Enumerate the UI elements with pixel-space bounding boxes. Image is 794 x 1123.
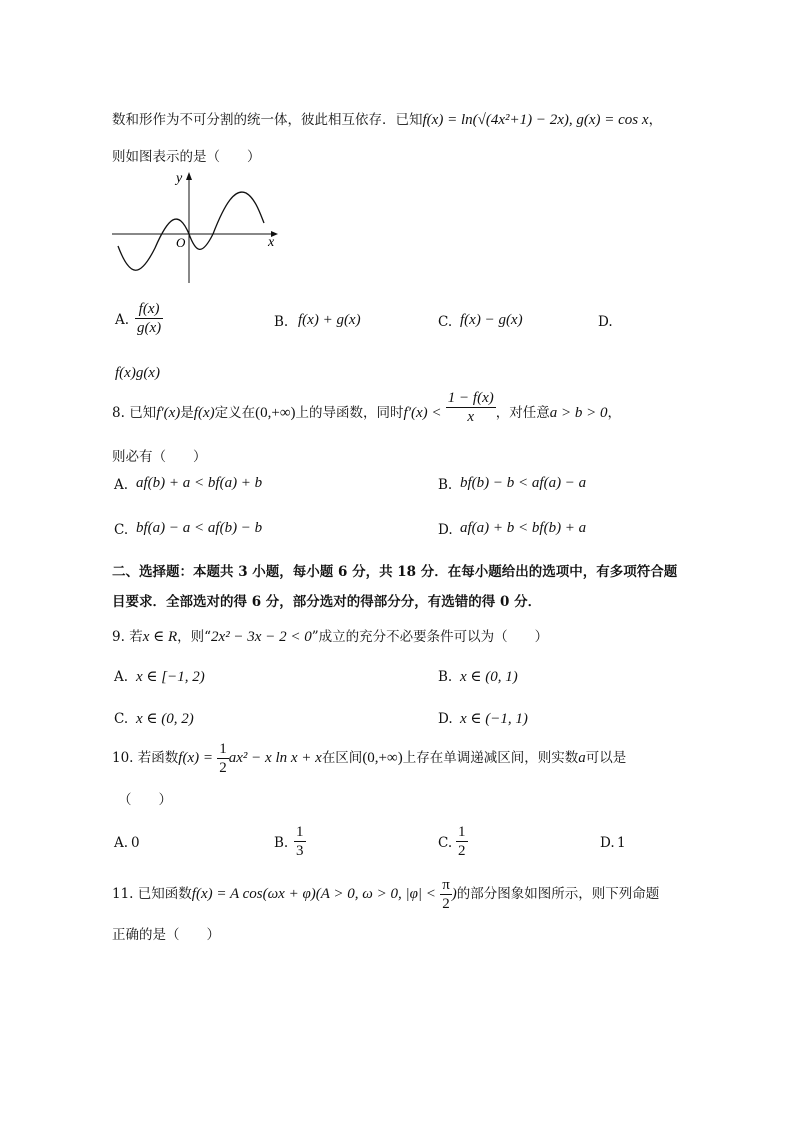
q11-text-2: 的部分图象如图所示，则下列命题 <box>456 886 660 902</box>
q10-stem-line1 <box>112 740 626 777</box>
q7-option-c: f(x) − g(x) <box>460 312 523 328</box>
q8-option-a: af(b) + a < bf(a) + b <box>136 475 263 491</box>
q7-option-b-label: B. <box>274 314 289 330</box>
q8-option-a-label: A. <box>114 477 129 493</box>
q8-fraction <box>446 389 496 426</box>
q10-function-right: ax² − x ln x + x <box>228 750 322 766</box>
q10-text-3: 上存在单调递减区间，则实数 <box>402 750 579 766</box>
q9-option-a: x ∈ [−1, 2) <box>136 669 205 685</box>
y-axis-label: y <box>176 171 183 186</box>
q7-option-a-label: A. <box>115 312 130 328</box>
q8-stem-line2: 则必有（ ） <box>112 449 207 465</box>
q7-function-definition: f(x) = ln(√(4x²+1) − 2x), g(x) = cos x <box>422 112 649 128</box>
q11-stem-line2: 正确的是（ ） <box>112 927 220 943</box>
q7-option-c-label: C. <box>438 314 453 330</box>
q7-option-a-denominator: g(x) <box>137 320 162 336</box>
q7-stem-line2: 则如图表示的是（ ） <box>112 149 261 165</box>
q10-stem-line2: （ ） <box>118 792 172 808</box>
q7-stem-end: ， <box>648 112 663 128</box>
q9-condition: x ∈ R <box>142 629 178 645</box>
q8-fraction-denominator: x <box>467 409 475 425</box>
q8-text-3: 定义在 <box>214 405 256 421</box>
q10-text-1: 若函数 <box>137 750 179 766</box>
q10-number: 10. <box>112 750 134 766</box>
q9-text-3: ”成立的充分不必要条件可以为（ ） <box>311 629 549 645</box>
q9-option-b: x ∈ (0, 1) <box>460 669 518 685</box>
q10-interval: (0,+∞) <box>362 750 403 766</box>
q11-pi-denominator: 2 <box>442 896 450 912</box>
q10-option-c <box>456 823 468 860</box>
q8-option-d: af(a) + b < bf(b) + a <box>460 520 587 536</box>
q10-half-fraction <box>217 740 229 777</box>
q9-option-d: x ∈ (−1, 1) <box>460 711 528 727</box>
q8-number: 8. <box>112 405 125 421</box>
q8-fprime: f′(x) <box>156 405 181 421</box>
q8-inequality-left: f′(x) < <box>403 405 442 421</box>
q10-function-left: f(x) = <box>178 750 213 766</box>
q8-option-b-label: B. <box>438 477 453 493</box>
q10-option-d-label: D. <box>600 835 615 851</box>
section2-instructions-line2: 目要求．全部选对的得 6 分，部分选对的得部分分，有选错的得 0 分． <box>112 594 542 610</box>
q9-inequality: 2x² − 3x − 2 < 0 <box>211 629 312 645</box>
q9-option-d-label: D. <box>438 711 453 727</box>
q10-half-denominator: 2 <box>219 760 227 776</box>
q9-option-c: x ∈ (0, 2) <box>136 711 194 727</box>
q8-text-2: 是 <box>180 405 194 421</box>
x-axis-label: x <box>268 235 275 250</box>
q10-option-b-label: B. <box>274 835 289 851</box>
origin-label: O <box>176 235 186 250</box>
q7-intro: 数和形作为不可分割的统一体，彼此相互依存．已知 <box>112 112 423 128</box>
q8-text-1: 已知 <box>129 405 157 421</box>
q11-pi-numerator: π <box>442 877 450 893</box>
q11-pi-half-fraction <box>440 876 452 913</box>
q8-fx: f(x) <box>193 405 215 421</box>
q9-text-2: ，则“ <box>177 629 212 645</box>
q8-fraction-numerator: 1 − f(x) <box>447 390 494 406</box>
q11-number: 11. <box>112 886 134 902</box>
q10-option-a: 0 <box>131 835 140 851</box>
q9-text-1: 若 <box>129 629 143 645</box>
q11-close-paren: ) <box>451 886 457 902</box>
q8-text-6: ， <box>607 405 621 421</box>
q9-option-b-label: B. <box>438 669 453 685</box>
q8-stem-line1 <box>112 390 621 426</box>
q9-option-a-label: A. <box>114 669 129 685</box>
curve <box>118 192 264 270</box>
y-axis-arrow-icon <box>186 172 192 180</box>
q8-option-c: bf(a) − a < af(b) − b <box>136 520 263 536</box>
q7-option-a-numerator: f(x) <box>135 300 163 319</box>
q8-option-b: bf(b) − b < af(a) − a <box>460 475 587 491</box>
q9-number: 9. <box>112 629 125 645</box>
q10-option-d: 1 <box>617 835 626 851</box>
q7-stem-line1 <box>112 108 662 129</box>
q8-condition: a > b > 0 <box>549 405 608 421</box>
q10-text-2: 在区间 <box>321 750 363 766</box>
q8-option-c-label: C. <box>114 522 129 538</box>
q8-option-d-label: D. <box>438 522 453 538</box>
q7-option-d-label: D. <box>598 314 613 330</box>
q7-option-d: f(x)g(x) <box>115 365 160 381</box>
q10-option-c-numerator: 1 <box>458 824 466 840</box>
q10-half-numerator: 1 <box>219 741 227 757</box>
q10-option-c-label: C. <box>438 835 453 851</box>
q10-parameter-a: a <box>578 750 586 766</box>
q10-option-b-denominator: 3 <box>296 843 304 859</box>
q11-function-definition: f(x) = A cos(ωx + φ)(A > 0, ω > 0, |φ| < <box>191 886 436 902</box>
q7-option-b: f(x) + g(x) <box>298 312 361 328</box>
q10-option-a-label: A. <box>114 835 129 851</box>
q11-stem-line1 <box>112 876 659 913</box>
q10-text-4: 可以是 <box>585 750 627 766</box>
section2-instructions-line1: 二、选择题：本题共 3 小题，每小题 6 分，共 18 分．在每小题给出的选项中，有多项符合题 <box>112 564 678 580</box>
q7-option-a <box>135 300 163 337</box>
q8-text-5: ，对任意 <box>495 405 550 421</box>
q10-option-b-numerator: 1 <box>296 824 304 840</box>
q8-text-4: 上的导函数，同时 <box>295 405 404 421</box>
q10-option-b <box>294 823 306 860</box>
q9-stem <box>112 625 548 646</box>
q11-text-1: 已知函数 <box>137 886 192 902</box>
q7-function-graph <box>110 168 285 288</box>
q8-interval: (0,+∞) <box>255 405 296 421</box>
q9-option-c-label: C. <box>114 711 129 727</box>
q10-option-c-denominator: 2 <box>458 843 466 859</box>
